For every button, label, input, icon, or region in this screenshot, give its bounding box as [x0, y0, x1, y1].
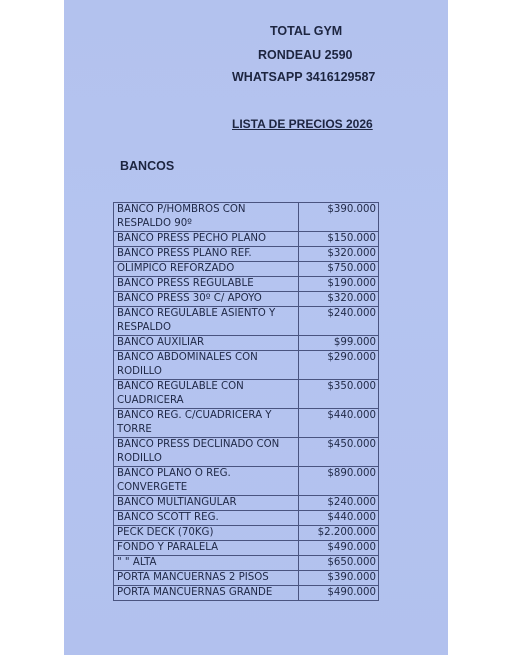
product-price: $2.200.000	[299, 526, 379, 541]
product-price: $490.000	[299, 586, 379, 601]
table-row	[114, 247, 379, 262]
product-name: BANCO PRESS PECHO PLANO	[114, 232, 299, 247]
product-price: $350.000	[299, 380, 379, 409]
product-price: $490.000	[299, 541, 379, 556]
table-row	[114, 586, 379, 601]
table-row	[114, 409, 379, 438]
product-price: $750.000	[299, 262, 379, 277]
product-price: $650.000	[299, 556, 379, 571]
product-name: OLIMPICO REFORZADO	[114, 262, 299, 277]
product-name: PECK DECK (70KG)	[114, 526, 299, 541]
product-name: BANCO REG. C/CUADRICERA Y TORRE	[114, 409, 299, 438]
product-price: $440.000	[299, 511, 379, 526]
price-list-title: LISTA DE PRECIOS 2026	[232, 117, 373, 131]
table-row	[114, 307, 379, 336]
product-price: $390.000	[299, 203, 379, 232]
price-table	[113, 202, 379, 601]
table-row	[114, 277, 379, 292]
product-price: $440.000	[299, 409, 379, 438]
product-name: BANCO PRESS 30º C/ APOYO	[114, 292, 299, 307]
product-price: $240.000	[299, 307, 379, 336]
product-name: BANCO PRESS PLANO REF.	[114, 247, 299, 262]
product-price: $890.000	[299, 467, 379, 496]
product-price: $150.000	[299, 232, 379, 247]
product-name: BANCO ABDOMINALES CON RODILLO	[114, 351, 299, 380]
gym-name: TOTAL GYM	[270, 24, 343, 38]
table-row	[114, 438, 379, 467]
product-name: BANCO PRESS DECLINADO CON RODILLO	[114, 438, 299, 467]
product-name: BANCO PRESS REGULABLE	[114, 277, 299, 292]
product-name: BANCO SCOTT REG.	[114, 511, 299, 526]
table-row	[114, 556, 379, 571]
product-price: $320.000	[299, 292, 379, 307]
gym-address: RONDEAU 2590	[258, 48, 353, 62]
price-list-sheet	[64, 0, 448, 655]
table-row	[114, 467, 379, 496]
product-name: BANCO REGULABLE CON CUADRICERA	[114, 380, 299, 409]
table-row	[114, 511, 379, 526]
table-row	[114, 380, 379, 409]
product-price: $290.000	[299, 351, 379, 380]
table-row	[114, 496, 379, 511]
table-row	[114, 336, 379, 351]
product-name: FONDO Y PARALELA	[114, 541, 299, 556]
product-price: $320.000	[299, 247, 379, 262]
table-row	[114, 262, 379, 277]
table-row	[114, 292, 379, 307]
product-name: BANCO REGULABLE ASIENTO Y RESPALDO	[114, 307, 299, 336]
product-price: $190.000	[299, 277, 379, 292]
product-price: $450.000	[299, 438, 379, 467]
product-name: " " ALTA	[114, 556, 299, 571]
table-row	[114, 541, 379, 556]
product-name: BANCO MULTIANGULAR	[114, 496, 299, 511]
product-price: $99.000	[299, 336, 379, 351]
table-row	[114, 232, 379, 247]
product-name: BANCO P/HOMBROS CON RESPALDO 90º	[114, 203, 299, 232]
table-row	[114, 526, 379, 541]
product-name: BANCO AUXILIAR	[114, 336, 299, 351]
section-title: BANCOS	[120, 159, 175, 173]
product-name: PORTA MANCUERNAS 2 PISOS	[114, 571, 299, 586]
product-price: $390.000	[299, 571, 379, 586]
product-name: BANCO PLANO O REG. CONVERGETE	[114, 467, 299, 496]
table-row	[114, 571, 379, 586]
product-name: PORTA MANCUERNAS GRANDE	[114, 586, 299, 601]
gym-whatsapp: WHATSAPP 3416129587	[232, 70, 376, 84]
table-row	[114, 351, 379, 380]
table-row	[114, 203, 379, 232]
product-price: $240.000	[299, 496, 379, 511]
